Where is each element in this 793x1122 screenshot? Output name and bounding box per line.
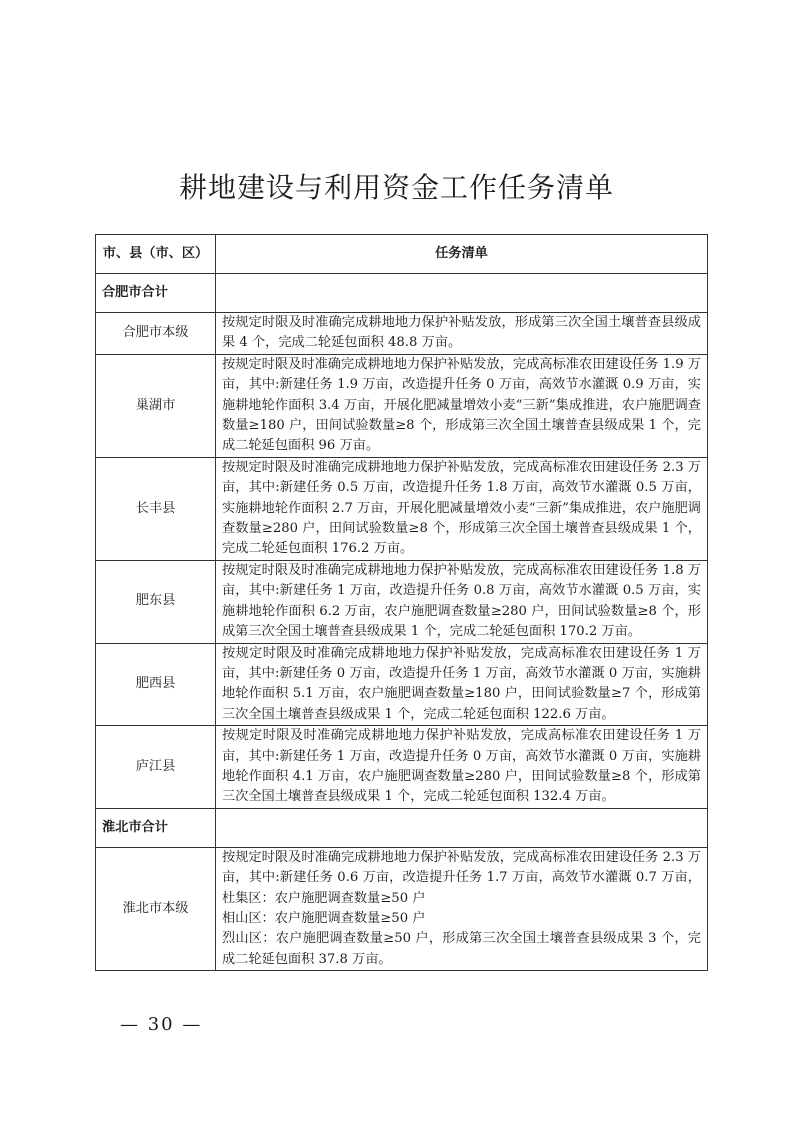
region-cell: 庐江县 (96, 726, 216, 809)
table-row (96, 847, 708, 970)
region-cell: 肥西县 (96, 643, 216, 726)
task-cell: 按规定时限及时准确完成耕地地力保护补贴发放，完成高标准农田建设任务 1.9 万亩，其中:新建任务 1.9 万亩，改造提升任务 0 万亩，高效节水灌溉 0.9 万亩，实施耕地轮作面积 3.4 万亩，开展化肥减量增效小麦“三新”集成推进，农户施肥调查数量≥180 户，田间试验数量≥8 个，形成第三次全国土壤普查县级成果 1 个，完成二轮延包面积 96 万亩。 (216, 354, 708, 457)
region-cell: 肥东县 (96, 560, 216, 643)
page-number: — 30 — (120, 1014, 203, 1035)
header-task: 任务清单 (216, 235, 708, 274)
subtotal-row (96, 274, 708, 313)
task-cell (216, 808, 708, 847)
task-cell: 按规定时限及时准确完成耕地地力保护补贴发放，完成高标准农田建设任务 1 万亩，其中:新建任务 0 万亩，改造提升任务 1 万亩，高效节水灌溉 0 万亩，实施耕地轮作面积 5.1 万亩，农户施肥调查数量≥180 户，田间试验数量≥7 个，形成第三次全国土壤普查县级成果 1 个，完成二轮延包面积 122.6 万亩。 (216, 643, 708, 726)
table-row (96, 560, 708, 643)
table-row (96, 643, 708, 726)
region-cell: 淮北市合计 (96, 808, 216, 847)
task-cell: 按规定时限及时准确完成耕地地力保护补贴发放，完成高标准农田建设任务 1.8 万亩，其中:新建任务 1 万亩，改造提升任务 0.8 万亩，高效节水灌溉 0.5 万亩，实施耕地轮作面积 6.2 万亩，农户施肥调查数量≥280 户，田间试验数量≥8 个，形成第三次全国土壤普查县级成果 1 个，完成二轮延包面积 170.2 万亩。 (216, 560, 708, 643)
header-region: 市、县（市、区） (96, 235, 216, 274)
task-cell (216, 274, 708, 313)
task-cell: 按规定时限及时准确完成耕地地力保护补贴发放，完成高标准农田建设任务 2.3 万亩，其中:新建任务 0.5 万亩，改造提升任务 1.8 万亩，高效节水灌溉 0.5 万亩，实施耕地轮作面积 2.7 万亩，开展化肥减量增效小麦“三新”集成推进，农户施肥调查数量≥280 户，田间试验数量≥8 个，形成第三次全国土壤普查县级成果 1 个，完成二轮延包面积 176.2 万亩。 (216, 457, 708, 560)
task-cell: 按规定时限及时准确完成耕地地力保护补贴发放，形成第三次全国土壤普查县级成果 4 个，完成二轮延包面积 48.8 万亩。 (216, 313, 708, 355)
table-row (96, 726, 708, 809)
page-title: 耕地建设与利用资金工作任务清单 (178, 171, 614, 204)
task-cell: 按规定时限及时准确完成耕地地力保护补贴发放，完成高标准农田建设任务 1 万亩，其中:新建任务 1 万亩，改造提升任务 0 万亩，高效节水灌溉 0 万亩，实施耕地轮作面积 4.1 万亩，农户施肥调查数量≥280 户，田间试验数量≥8 个，形成第三次全国土壤普查县级成果 1 个，完成二轮延包面积 132.4 万亩。 (216, 726, 708, 809)
region-cell: 长丰县 (96, 457, 216, 560)
table-row (96, 354, 708, 457)
table-row (96, 457, 708, 560)
task-cell: 按规定时限及时准确完成耕地地力保护补贴发放，完成高标准农田建设任务 2.3 万亩，其中:新建任务 0.6 万亩，改造提升任务 1.7 万亩，高效节水灌溉 0.7 万亩，杜集区：农户施肥调查数量≥50 户 相山区：农户施肥调查数量≥50 户 烈山区：农户施肥调查数量≥50 户，形成第三次全国土壤普查县级成果 3 个，完成二轮延包面积 37.8 万亩。 (216, 847, 708, 970)
region-cell: 淮北市本级 (96, 847, 216, 970)
table-row (96, 313, 708, 355)
region-cell: 合肥市合计 (96, 274, 216, 313)
task-table (95, 234, 708, 971)
region-cell: 合肥市本级 (96, 313, 216, 355)
subtotal-row (96, 808, 708, 847)
region-cell: 巢湖市 (96, 354, 216, 457)
table-header-row (96, 235, 708, 274)
